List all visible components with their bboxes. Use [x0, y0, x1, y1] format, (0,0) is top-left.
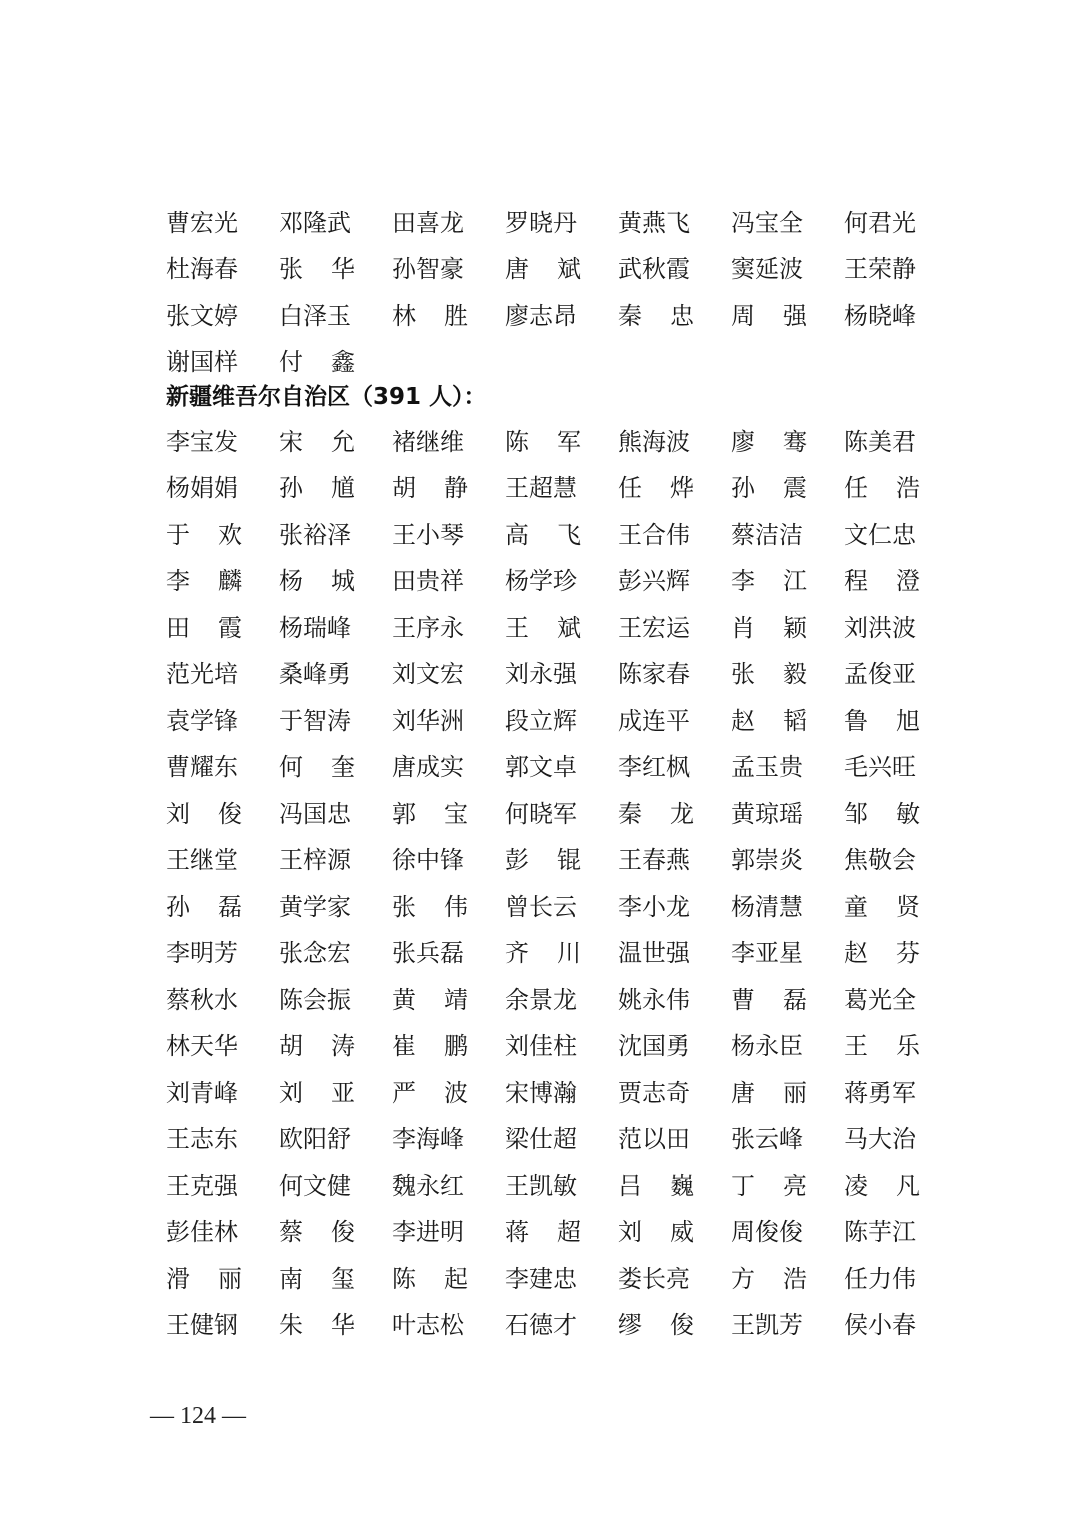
person-name: 凌 凡: [844, 1171, 920, 1200]
person-name: 李 麟: [166, 567, 242, 595]
person-name: 田 霞: [166, 613, 242, 642]
person-name: 郭 宝: [392, 799, 468, 828]
person-name: 侯小春: [844, 1311, 916, 1339]
person-name: 余景龙: [505, 985, 577, 1014]
name-row: [166, 977, 957, 1017]
person-name: 田贵祥: [392, 567, 464, 595]
person-name: 林天华: [166, 1032, 238, 1060]
person-name: 胡 涛: [279, 1032, 355, 1060]
name-row: [166, 884, 957, 924]
person-name: 陈 军: [505, 427, 581, 456]
name-row: [166, 745, 957, 785]
person-name: 王志东: [166, 1125, 238, 1153]
name-row: [166, 652, 957, 692]
person-name: 彭 锟: [505, 846, 581, 874]
name-row: [166, 466, 957, 506]
person-name: 冯国忠: [279, 799, 351, 828]
person-name: 王梓源: [279, 846, 351, 874]
person-name: 何君光: [844, 208, 916, 237]
person-name: 周俊俊: [731, 1218, 803, 1246]
name-row: [166, 605, 957, 645]
person-name: 梁仕超: [505, 1125, 577, 1153]
name-row: [166, 1024, 957, 1064]
person-name: 孙 磊: [166, 892, 242, 921]
person-name: 林 胜: [392, 301, 468, 330]
person-name: 崔 鹏: [392, 1032, 468, 1060]
page-number: — 124 —: [150, 1403, 246, 1429]
name-row: [166, 1303, 957, 1343]
person-name: 李明芳: [166, 939, 238, 967]
person-name: 郭文卓: [505, 753, 577, 781]
person-name: 李红枫: [618, 753, 690, 781]
person-name: 秦 忠: [618, 301, 694, 330]
person-name: 杨晓峰: [844, 301, 916, 330]
person-name: 贾志奇: [618, 1078, 690, 1107]
person-name: 王荣静: [844, 255, 916, 283]
person-name: 齐 川: [505, 939, 581, 967]
person-name: 朱 华: [279, 1311, 355, 1339]
person-name: 王宏运: [618, 613, 690, 642]
person-name: 窦延波: [731, 255, 803, 283]
person-name: 童 贤: [844, 892, 920, 921]
person-name: 张云峰: [731, 1125, 803, 1153]
name-row: [166, 698, 957, 738]
person-name: 付 鑫: [279, 348, 355, 376]
name-row: [166, 512, 957, 552]
person-name: 宋 允: [279, 427, 355, 456]
person-name: 王序永: [392, 613, 464, 642]
person-name: 温世强: [618, 939, 690, 967]
person-name: 陈芋江: [844, 1218, 916, 1246]
person-name: 王超慧: [505, 474, 577, 502]
person-name: 王凯芳: [731, 1311, 803, 1339]
person-name: 刘 亚: [279, 1078, 355, 1107]
person-name: 张兵磊: [392, 939, 464, 967]
person-name: 欧阳舒: [279, 1125, 351, 1153]
person-name: 何文健: [279, 1171, 351, 1200]
person-name: 冯宝全: [731, 208, 803, 237]
person-name: 赵 韬: [731, 706, 807, 735]
name-row: [166, 1070, 957, 1110]
person-name: 任 浩: [844, 474, 920, 502]
person-name: 田喜龙: [392, 208, 464, 237]
person-name: 段立辉: [505, 706, 577, 735]
person-name: 罗晓丹: [505, 208, 577, 237]
person-name: 刘华洲: [392, 706, 464, 735]
name-row: [166, 1210, 957, 1250]
person-name: 鲁 旭: [844, 706, 920, 735]
person-name: 魏永红: [392, 1171, 464, 1200]
person-name: 周 强: [731, 301, 807, 330]
person-name: 黄燕飞: [618, 208, 690, 237]
person-name: 马大治: [844, 1125, 916, 1153]
person-name: 李进明: [392, 1218, 464, 1246]
person-name: 张文婷: [166, 301, 238, 330]
person-name: 刘文宏: [392, 660, 464, 688]
person-name: 秦 龙: [618, 799, 694, 828]
person-name: 成连平: [618, 706, 690, 735]
person-name: 张 华: [279, 255, 355, 283]
person-name: 刘青峰: [166, 1078, 238, 1107]
person-name: 任力伟: [844, 1264, 916, 1293]
person-name: 曹宏光: [166, 208, 238, 237]
person-name: 黄学家: [279, 892, 351, 921]
person-name: 程 澄: [844, 567, 920, 595]
person-name: 彭佳林: [166, 1218, 238, 1246]
person-name: 于智涛: [279, 706, 351, 735]
person-name: 蔡洁洁: [731, 520, 803, 549]
person-name: 曾长云: [505, 892, 577, 921]
person-name: 孙 震: [731, 474, 807, 502]
person-name: 孟俊亚: [844, 660, 916, 688]
name-row: [166, 419, 957, 459]
person-name: 范光培: [166, 660, 238, 688]
person-name: 李 江: [731, 567, 807, 595]
person-name: 李建忠: [505, 1264, 577, 1293]
person-name: 谢国样: [166, 348, 238, 376]
person-name: 蒋勇军: [844, 1078, 916, 1107]
person-name: 杨 城: [279, 567, 355, 595]
name-row: [166, 559, 957, 599]
person-name: 杨永臣: [731, 1032, 803, 1060]
person-name: 刘永强: [505, 660, 577, 688]
person-name: 王小琴: [392, 520, 464, 549]
person-name: 邹 敏: [844, 799, 920, 828]
name-row: [166, 838, 957, 878]
person-name: 王合伟: [618, 520, 690, 549]
person-name: 方 浩: [731, 1264, 807, 1293]
person-name: 严 波: [392, 1078, 468, 1107]
person-name: 葛光全: [844, 985, 916, 1014]
person-name: 曹耀东: [166, 753, 238, 781]
person-name: 李亚星: [731, 939, 803, 967]
person-name: 焦敬会: [844, 846, 916, 874]
person-name: 范以田: [618, 1125, 690, 1153]
person-name: 蒋 超: [505, 1218, 581, 1246]
person-name: 南 玺: [279, 1264, 355, 1293]
person-name: 沈国勇: [618, 1032, 690, 1060]
person-name: 廖志昂: [505, 301, 577, 330]
person-name: 蔡 俊: [279, 1218, 355, 1246]
person-name: 高 飞: [505, 520, 581, 549]
person-name: 陈会振: [279, 985, 351, 1014]
person-name: 于 欢: [166, 520, 242, 549]
person-name: 王克强: [166, 1171, 238, 1200]
person-name: 李宝发: [166, 427, 238, 456]
person-name: 王 斌: [505, 613, 581, 642]
person-name: 文仁忠: [844, 520, 916, 549]
person-name: 孙 馗: [279, 474, 355, 502]
person-name: 邓隆武: [279, 208, 351, 237]
name-row: [166, 1117, 957, 1157]
person-name: 桑峰勇: [279, 660, 351, 688]
person-name: 杨瑞峰: [279, 613, 351, 642]
person-name: 刘佳柱: [505, 1032, 577, 1060]
person-name: 赵 芬: [844, 939, 920, 967]
person-name: 廖 骞: [731, 427, 807, 456]
person-name: 陈美君: [844, 427, 916, 456]
person-name: 缪 俊: [618, 1311, 694, 1339]
person-name: 孙智豪: [392, 255, 464, 283]
person-name: 宋博瀚: [505, 1078, 577, 1107]
person-name: 袁学锋: [166, 706, 238, 735]
name-row: [166, 1256, 957, 1296]
person-name: 杜海春: [166, 255, 238, 283]
person-name: 肖 颖: [731, 613, 807, 642]
person-name: 张念宏: [279, 939, 351, 967]
person-name: 王 乐: [844, 1032, 920, 1060]
person-name: 石德才: [505, 1311, 577, 1339]
person-name: 褚继维: [392, 427, 464, 456]
person-name: 王凯敏: [505, 1171, 577, 1200]
person-name: 吕 巍: [618, 1171, 694, 1200]
person-name: 王继堂: [166, 846, 238, 874]
person-name: 郭崇炎: [731, 846, 803, 874]
person-name: 武秋霞: [618, 255, 690, 283]
person-name: 黄琼瑶: [731, 799, 803, 828]
person-name: 彭兴辉: [618, 567, 690, 595]
person-name: 李小龙: [618, 892, 690, 921]
person-name: 蔡秋水: [166, 985, 238, 1014]
person-name: 杨学珍: [505, 567, 577, 595]
person-name: 姚永伟: [618, 985, 690, 1014]
person-name: 何 奎: [279, 753, 355, 781]
person-name: 何晓军: [505, 799, 577, 828]
person-name: 熊海波: [618, 427, 690, 456]
person-name: 王健钢: [166, 1311, 238, 1339]
person-name: 孟玉贵: [731, 753, 803, 781]
person-name: 丁 亮: [731, 1171, 807, 1200]
person-name: 胡 静: [392, 474, 468, 502]
person-name: 曹 磊: [731, 985, 807, 1014]
person-name: 张 毅: [731, 660, 807, 688]
person-name: 陈家春: [618, 660, 690, 688]
name-row: [166, 247, 957, 287]
person-name: 唐成实: [392, 753, 464, 781]
name-row: [166, 340, 392, 380]
person-name: 毛兴旺: [844, 753, 916, 781]
name-row: [166, 1163, 957, 1203]
person-name: 李海峰: [392, 1125, 464, 1153]
person-name: 刘洪波: [844, 613, 916, 642]
person-name: 唐 丽: [731, 1078, 807, 1107]
person-name: 张裕泽: [279, 520, 351, 549]
person-name: 杨娟娟: [166, 474, 238, 502]
person-name: 张 伟: [392, 892, 468, 921]
person-name: 徐中锋: [392, 846, 464, 874]
person-name: 陈 起: [392, 1264, 468, 1293]
person-name: 唐 斌: [505, 255, 581, 283]
person-name: 杨清慧: [731, 892, 803, 921]
section-heading: 新疆维吾尔自治区（391 人）：: [166, 384, 487, 410]
person-name: 滑 丽: [166, 1264, 242, 1293]
person-name: 叶志松: [392, 1311, 464, 1339]
name-row: [166, 200, 957, 240]
name-row: [166, 791, 957, 831]
person-name: 娄长亮: [618, 1264, 690, 1293]
name-row: [166, 293, 957, 333]
person-name: 任 烨: [618, 474, 694, 502]
person-name: 黄 靖: [392, 985, 468, 1014]
person-name: 刘 威: [618, 1218, 694, 1246]
name-row: [166, 931, 957, 971]
person-name: 王春燕: [618, 846, 690, 874]
person-name: 刘 俊: [166, 799, 242, 828]
person-name: 白泽玉: [279, 301, 351, 330]
